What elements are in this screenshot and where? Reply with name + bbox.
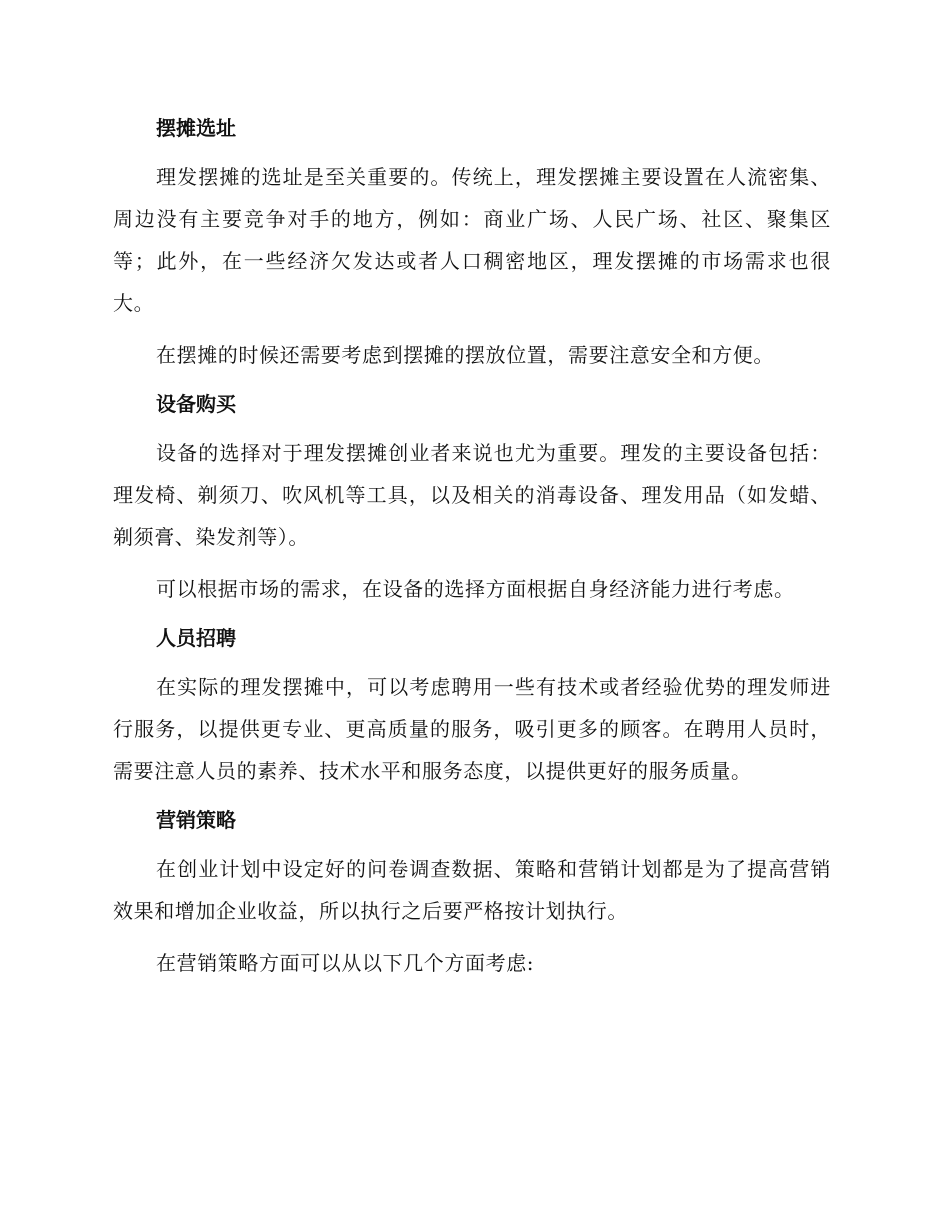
paragraph: 在创业计划中设定好的问卷调查数据、策略和营销计划都是为了提高营销效果和增加企业收益，所以执行之后要严格按计划执行。 <box>113 857 831 923</box>
paragraph: 在摆摊的时候还需要考虑到摆摊的摆放位置，需要注意安全和方便。 <box>156 343 774 367</box>
section-heading-recruitment: 人员招聘 <box>156 626 236 650</box>
paragraph: 设备的选择对于理发摆摊创业者来说也尤为重要。理发的主要设备包括：理发椅、剃须刀、吹风机等工具，以及相关的消毒设备、理发用品（如发蜡、剃须膏、染发剂等）。 <box>113 441 831 549</box>
paragraph: 在营销策略方面可以从以下几个方面考虑: <box>156 951 535 975</box>
paragraph: 理发摆摊的选址是至关重要的。传统上，理发摆摊主要设置在人流密集、周边没有主要竞争对手的地方，例如：商业广场、人民广场、社区、聚集区等；此外，在一些经济欠发达或者人口稠密地区，理发摆摊的市场需求也很大。 <box>113 165 831 315</box>
paragraph: 在实际的理发摆摊中，可以考虑聘用一些有技术或者经验优势的理发师进行服务，以提供更专业、更高质量的服务，吸引更多的顾客。在聘用人员时，需要注意人员的素养、技术水平和服务态度，以提供更好的服务质量。 <box>113 675 831 783</box>
section-heading-equipment: 设备购买 <box>156 392 236 416</box>
section-heading-marketing: 营销策略 <box>156 808 236 832</box>
document-body <box>113 110 831 994</box>
paragraph: 可以根据市场的需求，在设备的选择方面根据自身经济能力进行考虑。 <box>156 577 795 601</box>
section-heading-site-selection: 摆摊选址 <box>156 116 236 140</box>
